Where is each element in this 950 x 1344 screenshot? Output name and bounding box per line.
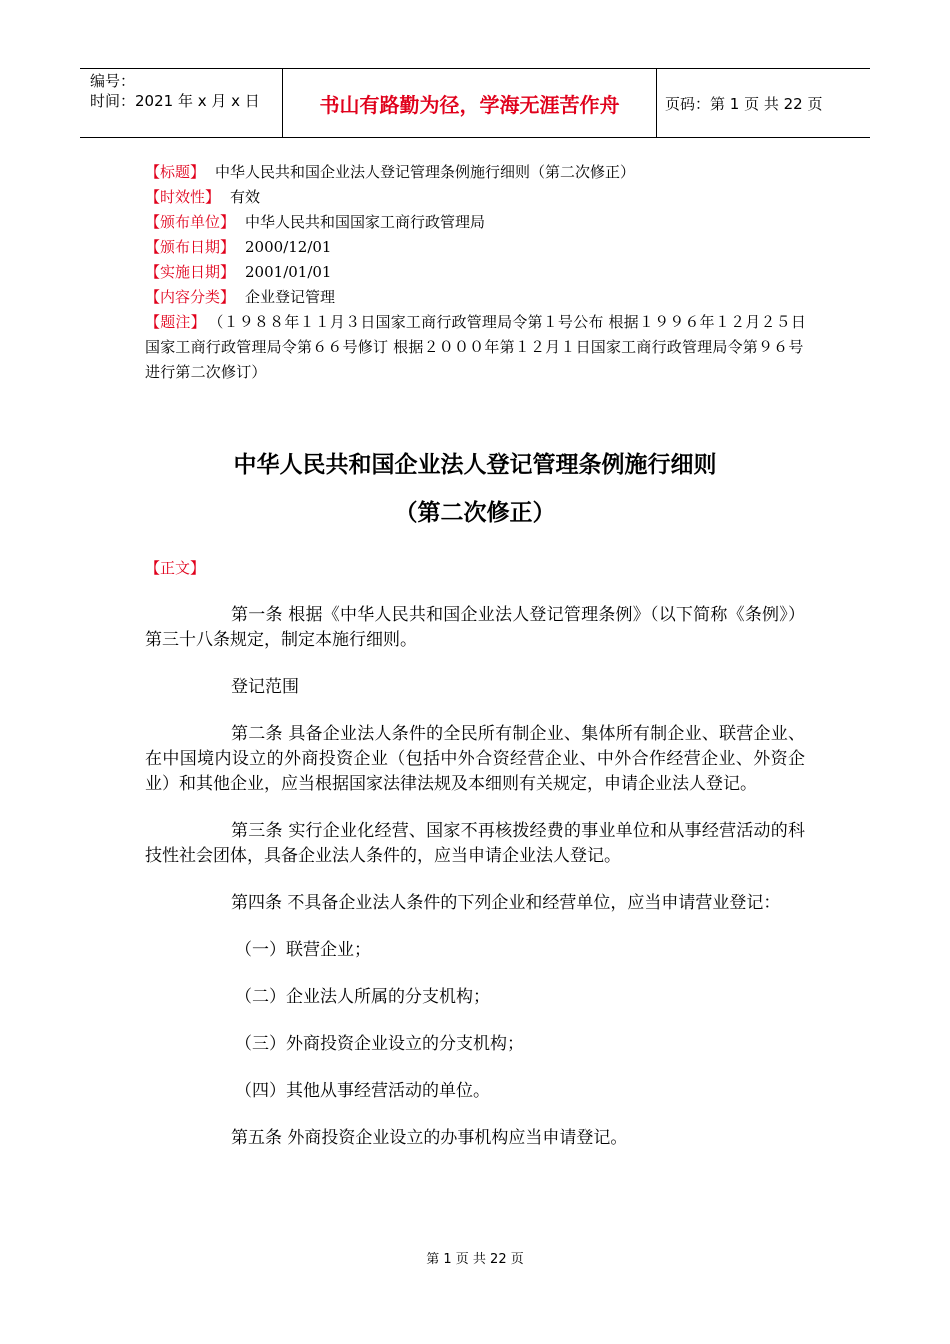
page-info: 页码：第 1 页 共 22 页 — [665, 94, 823, 113]
meta-note-row — [145, 310, 815, 385]
article-4-item-1: （一）联营企业； — [235, 940, 371, 960]
meta-effective-date-label: 【实施日期】 — [145, 263, 236, 281]
page-footer: 第 1 页 共 22 页 — [426, 1252, 524, 1267]
meta-note-label: 【题注】 — [145, 313, 206, 331]
article-4-item-3: （三）外商投资企业设立的分支机构； — [235, 1034, 524, 1054]
article-2: 第二条 具备企业法人条件的全民所有制企业、集体所有制企业、联营企业、在中国境内设立的外商投资企业（包括中外合资经营企业、中外合作经营企业、外资企业）和其他企业，应当根据国家法律法规及本细则有关规定，申请企业法人登记。 — [145, 724, 805, 794]
metadata-block — [145, 160, 815, 385]
meta-effective-date-value: 2001/01/01 — [245, 263, 332, 281]
number-label: 编号： — [90, 72, 136, 90]
article-4-item-4: （四）其他从事经营活动的单位。 — [235, 1081, 490, 1101]
meta-issue-date-label: 【颁布日期】 — [145, 238, 236, 256]
meta-category-label: 【内容分类】 — [145, 288, 236, 306]
time-label: 时间：2021 年 x 月 x 日 — [90, 92, 260, 110]
meta-title-label: 【标题】 — [145, 163, 206, 181]
meta-issuer-row — [145, 210, 815, 235]
article-3: 第三条 实行企业化经营、国家不再核拨经费的事业单位和从事经营活动的科技性社会团体，具备企业法人条件的，应当申请企业法人登记。 — [145, 821, 805, 866]
meta-effective-date-row — [145, 260, 815, 285]
section-heading-registration-scope: 登记范围 — [231, 677, 299, 697]
document-title: 中华人民共和国企业法人登记管理条例施行细则 — [233, 451, 717, 478]
article-1: 第一条 根据《中华人民共和国企业法人登记管理条例》（以下简称《条例》）第三十八条规定，制定本施行细则。 — [145, 605, 805, 650]
meta-issuer-value: 中华人民共和国国家工商行政管理局 — [245, 213, 486, 231]
meta-title-row — [145, 160, 815, 185]
motto: 书山有路勤为径，学海无涯苦作舟 — [283, 69, 657, 137]
body-label: 【正文】 — [145, 559, 206, 577]
meta-issue-date-value: 2000/12/01 — [245, 238, 332, 256]
meta-category-row — [145, 285, 815, 310]
article-4-item-2: （二）企业法人所属的分支机构； — [235, 987, 490, 1007]
meta-validity-value: 有效 — [230, 188, 261, 206]
meta-issue-date-row — [145, 235, 815, 260]
meta-validity-row — [145, 185, 815, 210]
meta-note-value: （１９８８年１１月３日国家工商行政管理局令第１号公布 根据１９９６年１２月２５日国家工商行政管理局令第６６号修订 根据２０００年第１２月１日国家工商行政管理局令第９６号进行第二次修订） — [145, 313, 807, 381]
article-5: 第五条 外商投资企业设立的办事机构应当申请登记。 — [231, 1128, 628, 1148]
meta-category-value: 企业登记管理 — [245, 288, 336, 306]
header-left-cell — [80, 69, 283, 137]
document-body — [145, 603, 805, 1173]
page-header — [80, 68, 870, 138]
document-subtitle: （第二次修正） — [394, 499, 556, 526]
meta-validity-label: 【时效性】 — [145, 188, 221, 206]
meta-title-value: 中华人民共和国企业法人登记管理条例施行细则（第二次修正） — [215, 163, 636, 181]
meta-issuer-label: 【颁布单位】 — [145, 213, 236, 231]
article-4: 第四条 不具备企业法人条件的下列企业和经营单位，应当申请营业登记： — [231, 893, 781, 913]
